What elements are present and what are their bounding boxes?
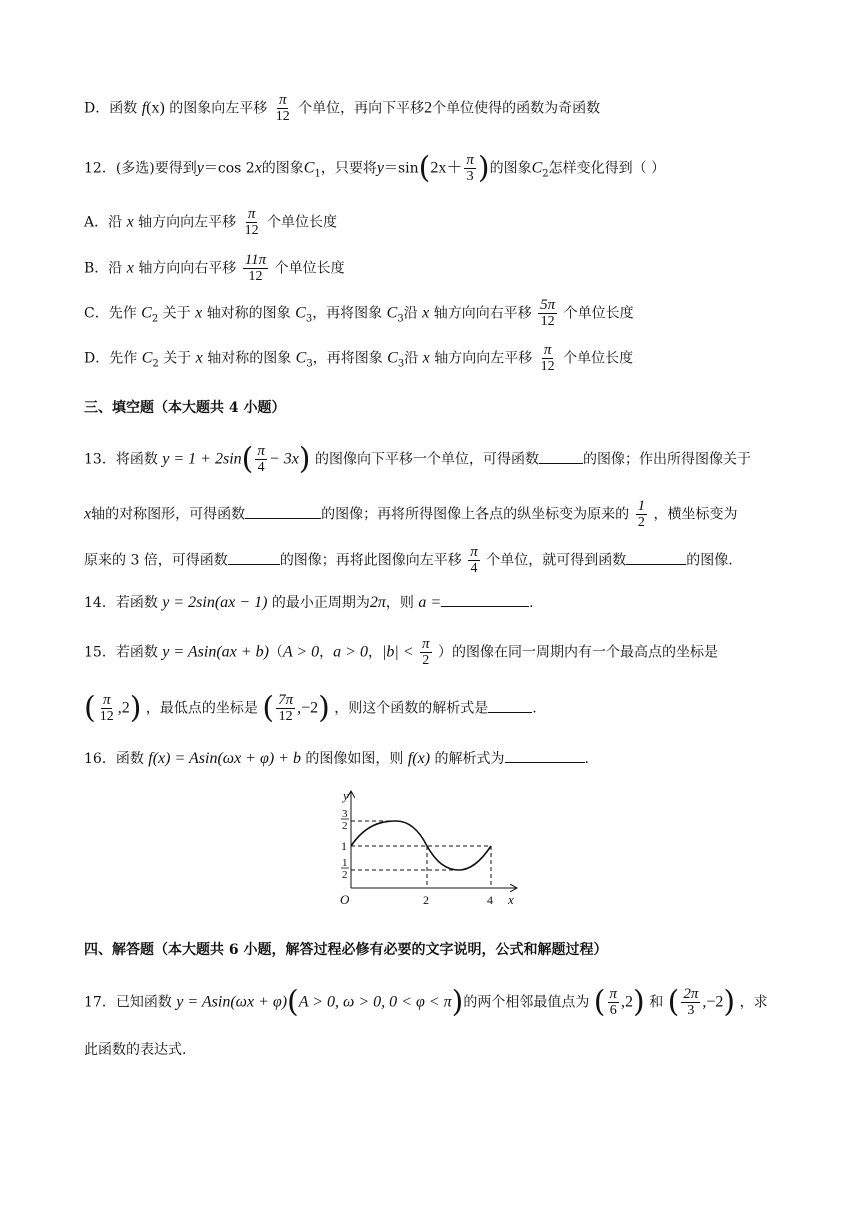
tick-1: 1 bbox=[341, 839, 347, 853]
fraction: $\frac{\pi}{6}$ bbox=[609, 986, 618, 1018]
section-3-title: 三、填空题（本大题共 4 小题） bbox=[84, 400, 286, 416]
question-13-line-2: x轴的对称图形，可得函数 的图像；再将所得图像上各点的纵坐标变为原来的 $\frac{1}{2}$ ，横坐标变为 bbox=[84, 498, 738, 530]
answer-blank[interactable] bbox=[626, 550, 686, 565]
answer-blank[interactable] bbox=[539, 449, 583, 464]
section-4-title: 四、解答题（本大题共 6 小题，解答过程必修有必要的文字说明，公式和解题过程） bbox=[84, 942, 608, 958]
x-axis-label: x bbox=[508, 892, 514, 907]
answer-blank[interactable] bbox=[505, 748, 585, 763]
q12-option-c: C．先作 $C_2$ 关于 x 轴对称的图象 $C_3$，再将图象 $C_3$沿 x 轴方向向右平移 $\frac{5\pi}{12}$ 个单位长度 bbox=[84, 297, 634, 329]
fraction: $\frac{\pi}{4}$ bbox=[470, 544, 478, 576]
tick-1-2-den: 2 bbox=[342, 869, 348, 881]
tick-3-2-den: 2 bbox=[342, 820, 348, 832]
q11-option-d: D．函数 f(x) 的图象向左平移 $\frac{\pi}{12}$ 个单位，再向下平移2个单位使得的函数为奇函数 bbox=[84, 92, 601, 124]
question-15-line-2: ( $\frac{\pi}{12}$ ,2) ，最低点的坐标是 ( $\frac{7\pi}{12}$ ,−2) ，则这个函数的解析式是 . bbox=[84, 690, 537, 726]
question-13-line-1: 13．将函数 y = 1 + 2sin( $\frac{\pi}{4}$ − 3x) 的图像向下平移一个单位，可得函数 的图像；作出所得图像关于 bbox=[84, 441, 751, 477]
question-12-stem: 12．(多选)要得到y＝cos 2x的图象$C_1$，只要将y＝sin(2x＋ $\frac{\pi}{3}$ )的图象$C_2$怎样变化得到（ ） bbox=[84, 150, 666, 186]
question-16: 16．函数 f(x) = Asin(ωx + φ) + b 的图像如图，则 f(x) 的解析式为 . bbox=[84, 750, 589, 767]
origin-label: O bbox=[340, 892, 350, 907]
question-17-line-1: 17．已知函数 y = Asin(ωx + φ)(A > 0, ω > 0, 0 < φ < π)的两个相邻最值点为 ( $\frac{\pi}{6}$ ,2) 和 ( $\frac{2\pi}{3}$ ,−2) ，求 bbox=[84, 984, 768, 1020]
tick-x-4: 4 bbox=[487, 893, 493, 907]
tick-3-2-num: 3 bbox=[342, 808, 348, 820]
q12-option-d: D．先作 $C_2$ 关于 x 轴对称的图象 $C_3$，再将图象 $C_3$沿 x 轴方向向左平移 $\frac{\pi}{12}$ 个单位长度 bbox=[84, 342, 634, 374]
fraction: $\frac{\pi}{12}$ bbox=[540, 342, 555, 374]
fraction: $\frac{\pi}{4}$ bbox=[257, 443, 265, 475]
fraction: $\frac{5\pi}{12}$ bbox=[540, 297, 556, 329]
fraction: $\frac{11\pi}{12}$ bbox=[244, 252, 267, 284]
answer-blank[interactable] bbox=[488, 698, 532, 713]
answer-blank[interactable] bbox=[441, 592, 529, 607]
fraction: $\frac{1}{2}$ bbox=[637, 498, 646, 530]
fraction: $\frac{\pi}{3}$ bbox=[466, 152, 474, 184]
fraction: $\frac{7\pi}{12}$ bbox=[278, 692, 294, 724]
question-17-line-2: 此函数的表达式. bbox=[84, 1042, 187, 1058]
fraction: $\frac{\pi}{12}$ bbox=[244, 206, 259, 238]
fraction: $\frac{\pi}{12}$ bbox=[99, 692, 114, 724]
fraction: $\frac{\pi}{2}$ bbox=[422, 636, 430, 668]
question-13-line-3: 原来的 3 倍，可得函数 的图像；再将此图像向左平移 $\frac{\pi}{4}$ 个单位，就可得到函数 的图像. bbox=[84, 544, 733, 576]
tick-1-2-num: 1 bbox=[342, 857, 348, 869]
answer-blank[interactable] bbox=[245, 504, 321, 519]
question-14: 14．若函数 y = 2sin(ax − 1) 的最小正周期为2π，则 a = . bbox=[84, 594, 534, 611]
tick-x-2: 2 bbox=[423, 893, 429, 907]
answer-blank[interactable] bbox=[228, 550, 280, 565]
fraction: $\frac{\pi}{12}$ bbox=[275, 92, 290, 124]
q12-option-b: B．沿 x 轴方向向右平移 $\frac{11\pi}{12}$ 个单位长度 bbox=[84, 252, 345, 284]
q16-function-graph bbox=[338, 788, 524, 910]
fraction: $\frac{2\pi}{3}$ bbox=[683, 986, 699, 1018]
q12-option-a: A．沿 x 轴方向向左平移 $\frac{\pi}{12}$ 个单位长度 bbox=[84, 206, 338, 238]
question-15-line-1: 15．若函数 y = Asin(ax + b)（A > 0，a > 0，|b| < $\frac{\pi}{2}$ ）的图像在同一周期内有一个最高点的坐标是 bbox=[84, 636, 718, 668]
y-axis-label: y bbox=[343, 788, 349, 803]
